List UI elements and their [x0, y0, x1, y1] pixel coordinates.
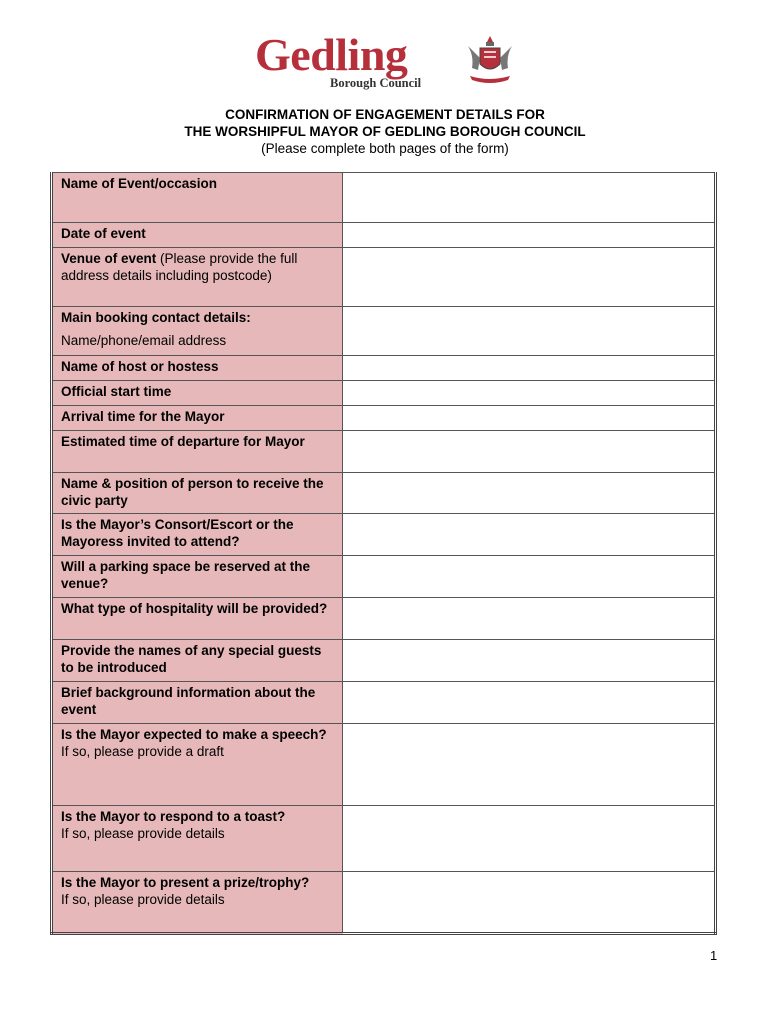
field-input[interactable] [343, 431, 716, 473]
field-input[interactable] [343, 307, 716, 356]
field-input[interactable] [343, 598, 716, 640]
field-label: Brief background information about the event [52, 682, 343, 724]
table-row [52, 381, 716, 406]
field-label: Date of event [52, 223, 343, 248]
gedling-logo [255, 29, 525, 96]
coat-of-arms-icon [462, 34, 518, 86]
table-row [52, 173, 716, 223]
table-row [52, 431, 716, 473]
table-row [52, 598, 716, 640]
table-row [52, 682, 716, 724]
page-number: 1 [710, 948, 718, 963]
field-label: Name of host or hostess [52, 356, 343, 381]
field-label: What type of hospitality will be provided? [52, 598, 343, 640]
field-input[interactable] [343, 356, 716, 381]
field-input[interactable] [343, 473, 716, 514]
table-row [52, 406, 716, 431]
field-input[interactable] [343, 381, 716, 406]
table-row [52, 724, 716, 806]
field-input[interactable] [343, 806, 716, 872]
field-input[interactable] [343, 514, 716, 556]
field-input[interactable] [343, 640, 716, 682]
field-input[interactable] [343, 223, 716, 248]
field-input[interactable] [343, 556, 716, 598]
table-row [52, 640, 716, 682]
field-label: Estimated time of departure for Mayor [52, 431, 343, 473]
field-input[interactable] [343, 682, 716, 724]
engagement-details-table [50, 172, 717, 935]
table-row [52, 872, 716, 934]
logo-subtitle: Borough Council [330, 76, 422, 90]
form-instruction: (Please complete both pages of the form) [261, 141, 509, 156]
field-label: Main booking contact details: Name/phone/email address [52, 307, 343, 356]
field-label: Is the Mayor expected to make a speech? If so, please provide a draft [52, 724, 343, 806]
field-label: Name of Event/occasion [52, 173, 343, 223]
field-label: Name & position of person to receive the civic party [52, 473, 343, 514]
table-row [52, 806, 716, 872]
field-input[interactable] [343, 872, 716, 934]
table-row [52, 473, 716, 514]
field-label: Provide the names of any special guests to be introduced [52, 640, 343, 682]
table-row [52, 307, 716, 356]
table-row [52, 356, 716, 381]
field-label: Will a parking space be reserved at the venue? [52, 556, 343, 598]
field-input[interactable] [343, 173, 716, 223]
field-label: Is the Mayor to respond to a toast? If so, please provide details [52, 806, 343, 872]
logo-wordmark: Gedling [255, 29, 408, 80]
field-label: Is the Mayor to present a prize/trophy? If so, please provide details [52, 872, 343, 934]
field-label: Arrival time for the Mayor [52, 406, 343, 431]
field-label: Is the Mayor’s Consort/Escort or the Mayoress invited to attend? [52, 514, 343, 556]
field-input[interactable] [343, 406, 716, 431]
table-row [52, 514, 716, 556]
table-row [52, 556, 716, 598]
field-label: Venue of event (Please provide the full address details including postcode) [52, 248, 343, 307]
form-title-line-1: CONFIRMATION OF ENGAGEMENT DETAILS FOR [225, 107, 545, 122]
field-input[interactable] [343, 248, 716, 307]
field-label: Official start time [52, 381, 343, 406]
table-row [52, 223, 716, 248]
form-title-line-2: THE WORSHIPFUL MAYOR OF GEDLING BOROUGH COUNCIL [184, 124, 586, 139]
table-row [52, 248, 716, 307]
field-input[interactable] [343, 724, 716, 806]
